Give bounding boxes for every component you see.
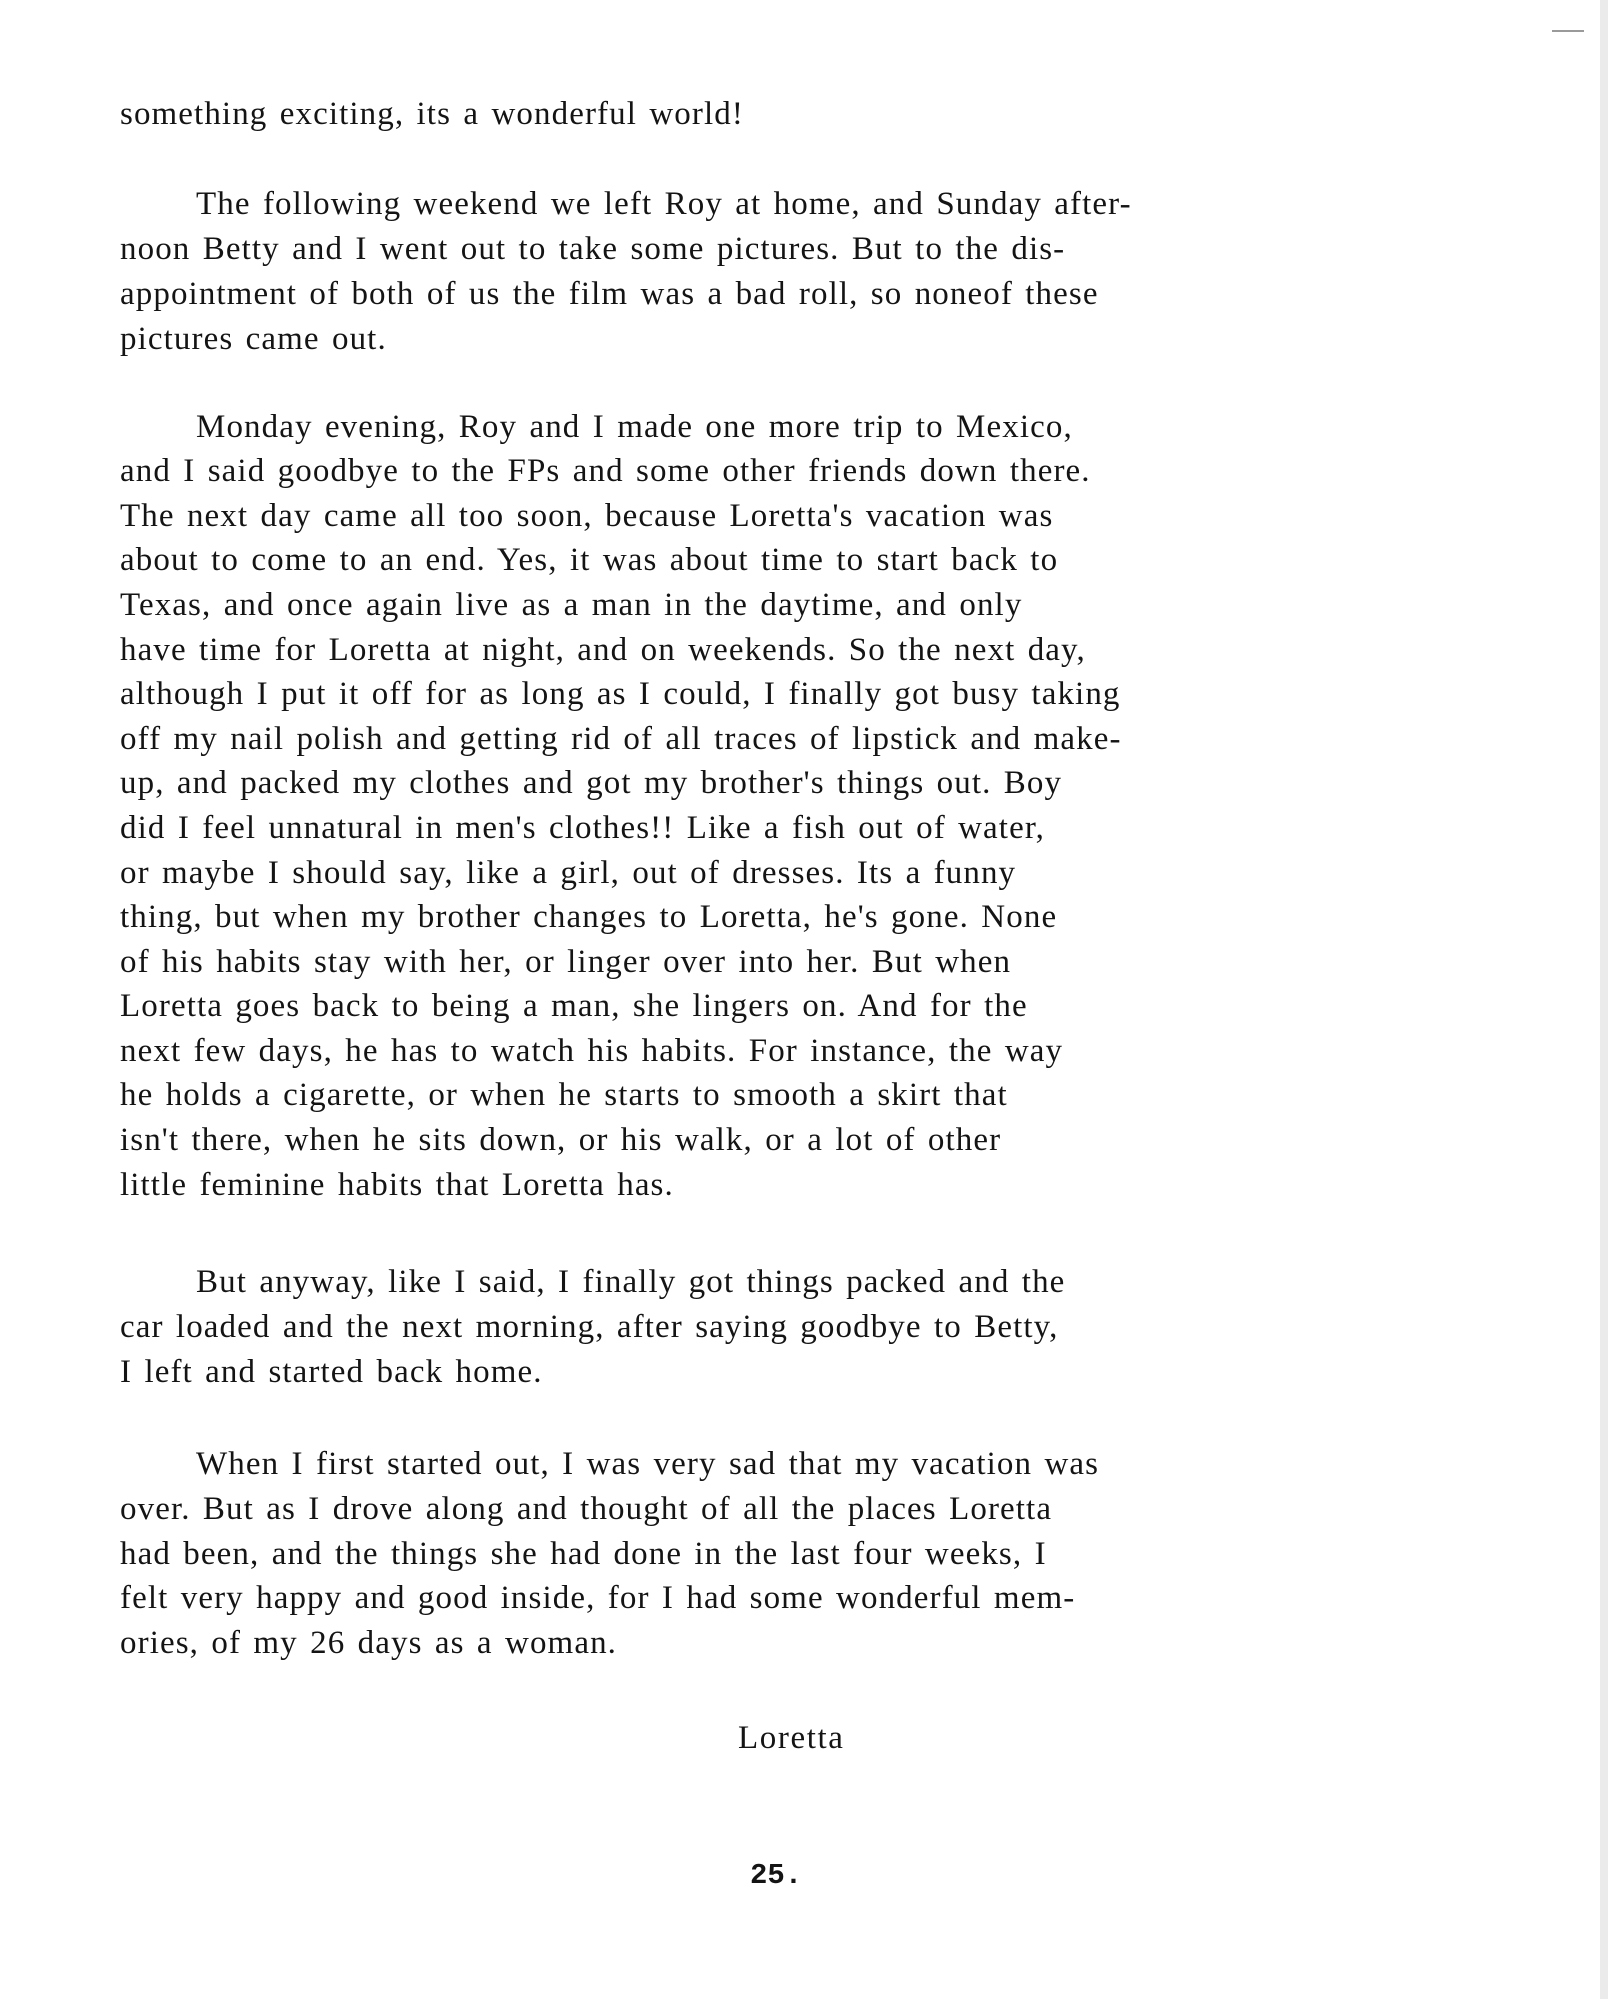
page-number: 25. (750, 1859, 803, 1892)
corner-mark (1552, 30, 1584, 32)
text-line: ories, of my 26 days as a woman. (120, 1625, 618, 1661)
text-line: Monday evening, Roy and I made one more trip to Mexico, (196, 409, 1073, 445)
text-line: over. But as I drove along and thought of all the places Loretta (120, 1491, 1053, 1527)
text-line: thing, but when my brother changes to Loretta, he's gone. None (120, 899, 1058, 935)
text-line: I left and started back home. (120, 1354, 543, 1390)
text-line: But anyway, like I said, I finally got things packed and the (196, 1264, 1066, 1300)
text-line: something exciting, its a wonderful world! (120, 96, 744, 132)
text-line: did I feel unnatural in men's clothes!! Like a fish out of water, (120, 810, 1045, 846)
text-line: little feminine habits that Loretta has. (120, 1167, 674, 1203)
text-line: appointment of both of us the film was a bad roll, so noneof these (120, 276, 1099, 312)
text-line: The next day came all too soon, because Loretta's vacation was (120, 498, 1054, 534)
text-line: car loaded and the next morning, after saying goodbye to Betty, (120, 1309, 1059, 1345)
text-line: up, and packed my clothes and got my brother's things out. Boy (120, 765, 1063, 801)
text-line: off my nail polish and getting rid of all traces of lipstick and make- (120, 721, 1122, 757)
text-line: Loretta goes back to being a man, she lingers on. And for the (120, 988, 1028, 1024)
text-line: The following weekend we left Roy at home, and Sunday after- (196, 186, 1132, 222)
text-line: he holds a cigarette, or when he starts to smooth a skirt that (120, 1077, 1008, 1113)
text-line: isn't there, when he sits down, or his walk, or a lot of other (120, 1122, 1002, 1158)
text-line: of his habits stay with her, or linger over into her. But when (120, 944, 1012, 980)
text-line: When I first started out, I was very sad that my vacation was (196, 1446, 1100, 1482)
page-edge (1600, 0, 1608, 1999)
text-line: although I put it off for as long as I could, I finally got busy taking (120, 676, 1121, 712)
text-line: Texas, and once again live as a man in the daytime, and only (120, 587, 1023, 623)
text-line: next few days, he has to watch his habits. For instance, the way (120, 1033, 1064, 1069)
text-line: had been, and the things she had done in the last four weeks, I (120, 1536, 1047, 1572)
text-line: or maybe I should say, like a girl, out of dresses. Its a funny (120, 855, 1017, 891)
text-line: and I said goodbye to the FPs and some other friends down there. (120, 453, 1091, 489)
text-line: noon Betty and I went out to take some pictures. But to the dis- (120, 231, 1066, 267)
text-line: about to come to an end. Yes, it was about time to start back to (120, 542, 1059, 578)
signature: Loretta (738, 1720, 845, 1756)
text-line: pictures came out. (120, 321, 387, 357)
text-line: have time for Loretta at night, and on weekends. So the next day, (120, 632, 1086, 668)
text-line: felt very happy and good inside, for I had some wonderful mem- (120, 1580, 1076, 1616)
